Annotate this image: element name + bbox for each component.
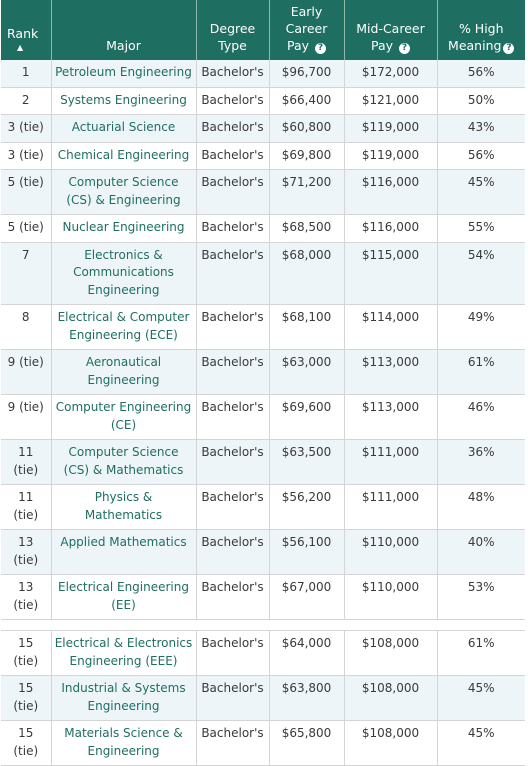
mid-career-pay-cell: $119,000 bbox=[344, 142, 437, 170]
major-cell[interactable]: Electronics & Communications Engineering bbox=[51, 242, 196, 305]
degree-type-cell: Bachelor's bbox=[196, 721, 269, 766]
major-cell[interactable]: Actuarial Science bbox=[51, 115, 196, 143]
high-meaning-cell: 43% bbox=[437, 115, 525, 143]
early-career-pay-cell: $66,400 bbox=[269, 87, 344, 115]
mid-career-pay-cell: $110,000 bbox=[344, 530, 437, 575]
mid-header-line2: Pay bbox=[370, 38, 394, 53]
table-row bbox=[1, 631, 525, 676]
rank-cell: 2 bbox=[1, 87, 51, 115]
early-career-pay-cell: $63,800 bbox=[269, 676, 344, 721]
table-row bbox=[1, 440, 525, 485]
degree-type-cell: Bachelor's bbox=[196, 395, 269, 440]
degree-type-cell: Bachelor's bbox=[196, 485, 269, 530]
mid-career-pay-cell: $111,000 bbox=[344, 485, 437, 530]
table-row bbox=[1, 485, 525, 530]
high-meaning-cell: 55% bbox=[437, 215, 525, 243]
major-cell[interactable]: Aeronautical Engineering bbox=[51, 350, 196, 395]
early-career-pay-cell: $60,800 bbox=[269, 115, 344, 143]
degree-type-column-header[interactable] bbox=[196, 0, 269, 60]
rank-cell: 9 (tie) bbox=[1, 350, 51, 395]
rank-cell: 8 bbox=[1, 305, 51, 350]
major-cell[interactable]: Electrical & Electronics Engineering (EEE) bbox=[51, 631, 196, 676]
question-circle-icon[interactable]: ? bbox=[315, 43, 326, 54]
major-cell[interactable]: Computer Engineering (CE) bbox=[51, 395, 196, 440]
rank-cell: 13 (tie) bbox=[1, 575, 51, 620]
major-cell[interactable]: Computer Science (CS) & Engineering bbox=[51, 170, 196, 215]
early-career-pay-cell: $96,700 bbox=[269, 60, 344, 87]
table-header bbox=[1, 0, 525, 60]
early-career-pay-cell: $69,600 bbox=[269, 395, 344, 440]
rank-cell: 7 bbox=[1, 242, 51, 305]
mid-career-pay-cell: $108,000 bbox=[344, 721, 437, 766]
table-row bbox=[1, 142, 525, 170]
meaning-header-line2: Meaning bbox=[448, 38, 502, 53]
high-meaning-cell: 53% bbox=[437, 575, 525, 620]
major-cell[interactable]: Electrical & Computer Engineering (ECE) bbox=[51, 305, 196, 350]
high-meaning-cell: 56% bbox=[437, 60, 525, 87]
degree-type-cell: Bachelor's bbox=[196, 305, 269, 350]
rank-cell: 15 (tie) bbox=[1, 676, 51, 721]
mid-career-pay-cell: $114,000 bbox=[344, 305, 437, 350]
major-cell[interactable]: Applied Mathematics bbox=[51, 530, 196, 575]
high-meaning-column-header[interactable] bbox=[437, 0, 525, 60]
table-row bbox=[1, 350, 525, 395]
high-meaning-cell: 46% bbox=[437, 395, 525, 440]
major-cell[interactable]: Physics & Mathematics bbox=[51, 485, 196, 530]
rank-cell: 13 (tie) bbox=[1, 530, 51, 575]
mid-career-pay-cell: $115,000 bbox=[344, 242, 437, 305]
degree-type-cell: Bachelor's bbox=[196, 631, 269, 676]
early-career-pay-cell: $69,800 bbox=[269, 142, 344, 170]
mid-career-pay-cell: $111,000 bbox=[344, 440, 437, 485]
table-row bbox=[1, 87, 525, 115]
mid-career-pay-cell: $108,000 bbox=[344, 631, 437, 676]
table-row bbox=[1, 170, 525, 215]
mid-career-pay-cell: $116,000 bbox=[344, 215, 437, 243]
degree-type-cell: Bachelor's bbox=[196, 142, 269, 170]
high-meaning-cell: 40% bbox=[437, 530, 525, 575]
high-meaning-cell: 61% bbox=[437, 350, 525, 395]
table-row bbox=[1, 721, 525, 766]
rank-cell: 9 (tie) bbox=[1, 395, 51, 440]
table-row bbox=[1, 676, 525, 721]
table-row bbox=[1, 115, 525, 143]
rank-cell: 3 (tie) bbox=[1, 142, 51, 170]
high-meaning-cell: 45% bbox=[437, 676, 525, 721]
degree-type-cell: Bachelor's bbox=[196, 676, 269, 721]
early-career-pay-cell: $64,000 bbox=[269, 631, 344, 676]
major-header-label: Major bbox=[106, 38, 141, 53]
high-meaning-cell: 36% bbox=[437, 440, 525, 485]
high-meaning-cell: 61% bbox=[437, 631, 525, 676]
early-header-line3: Pay bbox=[286, 38, 310, 53]
degree-type-cell: Bachelor's bbox=[196, 575, 269, 620]
rank-cell: 3 (tie) bbox=[1, 115, 51, 143]
degree-type-cell: Bachelor's bbox=[196, 60, 269, 87]
mid-career-pay-cell: $119,000 bbox=[344, 115, 437, 143]
early-career-pay-cell: $71,200 bbox=[269, 170, 344, 215]
degree-type-cell: Bachelor's bbox=[196, 87, 269, 115]
high-meaning-cell: 54% bbox=[437, 242, 525, 305]
high-meaning-cell: 49% bbox=[437, 305, 525, 350]
early-career-pay-cell: $68,100 bbox=[269, 305, 344, 350]
section-gap-cell bbox=[1, 620, 525, 631]
table-row bbox=[1, 60, 525, 87]
high-meaning-cell: 45% bbox=[437, 721, 525, 766]
early-career-pay-cell: $56,100 bbox=[269, 530, 344, 575]
table-row bbox=[1, 242, 525, 305]
high-meaning-cell: 48% bbox=[437, 485, 525, 530]
rank-cell: 5 (tie) bbox=[1, 170, 51, 215]
degree-type-cell: Bachelor's bbox=[196, 530, 269, 575]
mid-career-pay-cell: $113,000 bbox=[344, 350, 437, 395]
table-row bbox=[1, 395, 525, 440]
mid-career-pay-column-header[interactable] bbox=[344, 0, 437, 60]
sort-up-icon[interactable]: ▲ bbox=[17, 43, 24, 52]
major-cell[interactable]: Chemical Engineering bbox=[51, 142, 196, 170]
major-cell[interactable]: Electrical Engineering (EE) bbox=[51, 575, 196, 620]
degree-type-cell: Bachelor's bbox=[196, 215, 269, 243]
major-column-header[interactable] bbox=[51, 0, 196, 60]
early-career-pay-cell: $68,500 bbox=[269, 215, 344, 243]
early-career-pay-cell: $68,000 bbox=[269, 242, 344, 305]
major-cell[interactable]: Petroleum Engineering bbox=[51, 60, 196, 87]
major-cell[interactable]: Industrial & Systems Engineering bbox=[51, 676, 196, 721]
meaning-header-line1: % High bbox=[458, 21, 504, 36]
degree-header-line2: Type bbox=[218, 38, 247, 53]
degree-type-cell: Bachelor's bbox=[196, 350, 269, 395]
question-circle-icon[interactable]: ? bbox=[399, 43, 410, 54]
mid-career-pay-cell: $110,000 bbox=[344, 575, 437, 620]
early-header-line2: Career bbox=[285, 21, 328, 36]
early-career-pay-cell: $65,800 bbox=[269, 721, 344, 766]
rank-cell: 15 (tie) bbox=[1, 721, 51, 766]
major-cell[interactable]: Nuclear Engineering bbox=[51, 215, 196, 243]
rank-cell: 5 (tie) bbox=[1, 215, 51, 243]
table-row bbox=[1, 530, 525, 575]
rank-cell: 11 (tie) bbox=[1, 440, 51, 485]
table-row bbox=[1, 575, 525, 620]
early-career-pay-cell: $63,000 bbox=[269, 350, 344, 395]
rank-cell: 1 bbox=[1, 60, 51, 87]
high-meaning-cell: 45% bbox=[437, 170, 525, 215]
mid-career-pay-cell: $121,000 bbox=[344, 87, 437, 115]
degree-type-cell: Bachelor's bbox=[196, 242, 269, 305]
early-career-pay-cell: $56,200 bbox=[269, 485, 344, 530]
mid-career-pay-cell: $116,000 bbox=[344, 170, 437, 215]
early-career-pay-column-header[interactable] bbox=[269, 0, 344, 60]
mid-career-pay-cell: $113,000 bbox=[344, 395, 437, 440]
degree-type-cell: Bachelor's bbox=[196, 440, 269, 485]
early-career-pay-cell: $63,500 bbox=[269, 440, 344, 485]
mid-career-pay-cell: $172,000 bbox=[344, 60, 437, 87]
early-header-line1: Early bbox=[290, 4, 323, 19]
table-row bbox=[1, 215, 525, 243]
rank-header-label: Rank bbox=[7, 26, 39, 41]
rank-column-header[interactable] bbox=[1, 0, 51, 60]
major-cell[interactable]: Materials Science & Engineering bbox=[51, 721, 196, 766]
question-circle-icon[interactable]: ? bbox=[503, 43, 514, 54]
degree-type-cell: Bachelor's bbox=[196, 115, 269, 143]
major-cell[interactable]: Computer Science (CS) & Mathematics bbox=[51, 440, 196, 485]
majors-salary-table bbox=[1, 0, 525, 766]
table-body bbox=[1, 60, 525, 766]
table-row bbox=[1, 305, 525, 350]
early-career-pay-cell: $67,000 bbox=[269, 575, 344, 620]
major-cell[interactable]: Systems Engineering bbox=[51, 87, 196, 115]
high-meaning-cell: 50% bbox=[437, 87, 525, 115]
rank-cell: 15 (tie) bbox=[1, 631, 51, 676]
high-meaning-cell: 56% bbox=[437, 142, 525, 170]
degree-type-cell: Bachelor's bbox=[196, 170, 269, 215]
mid-header-line1: Mid-Career bbox=[356, 21, 425, 36]
table-section-gap bbox=[1, 620, 525, 631]
mid-career-pay-cell: $108,000 bbox=[344, 676, 437, 721]
degree-header-line1: Degree bbox=[209, 21, 256, 36]
rank-cell: 11 (tie) bbox=[1, 485, 51, 530]
